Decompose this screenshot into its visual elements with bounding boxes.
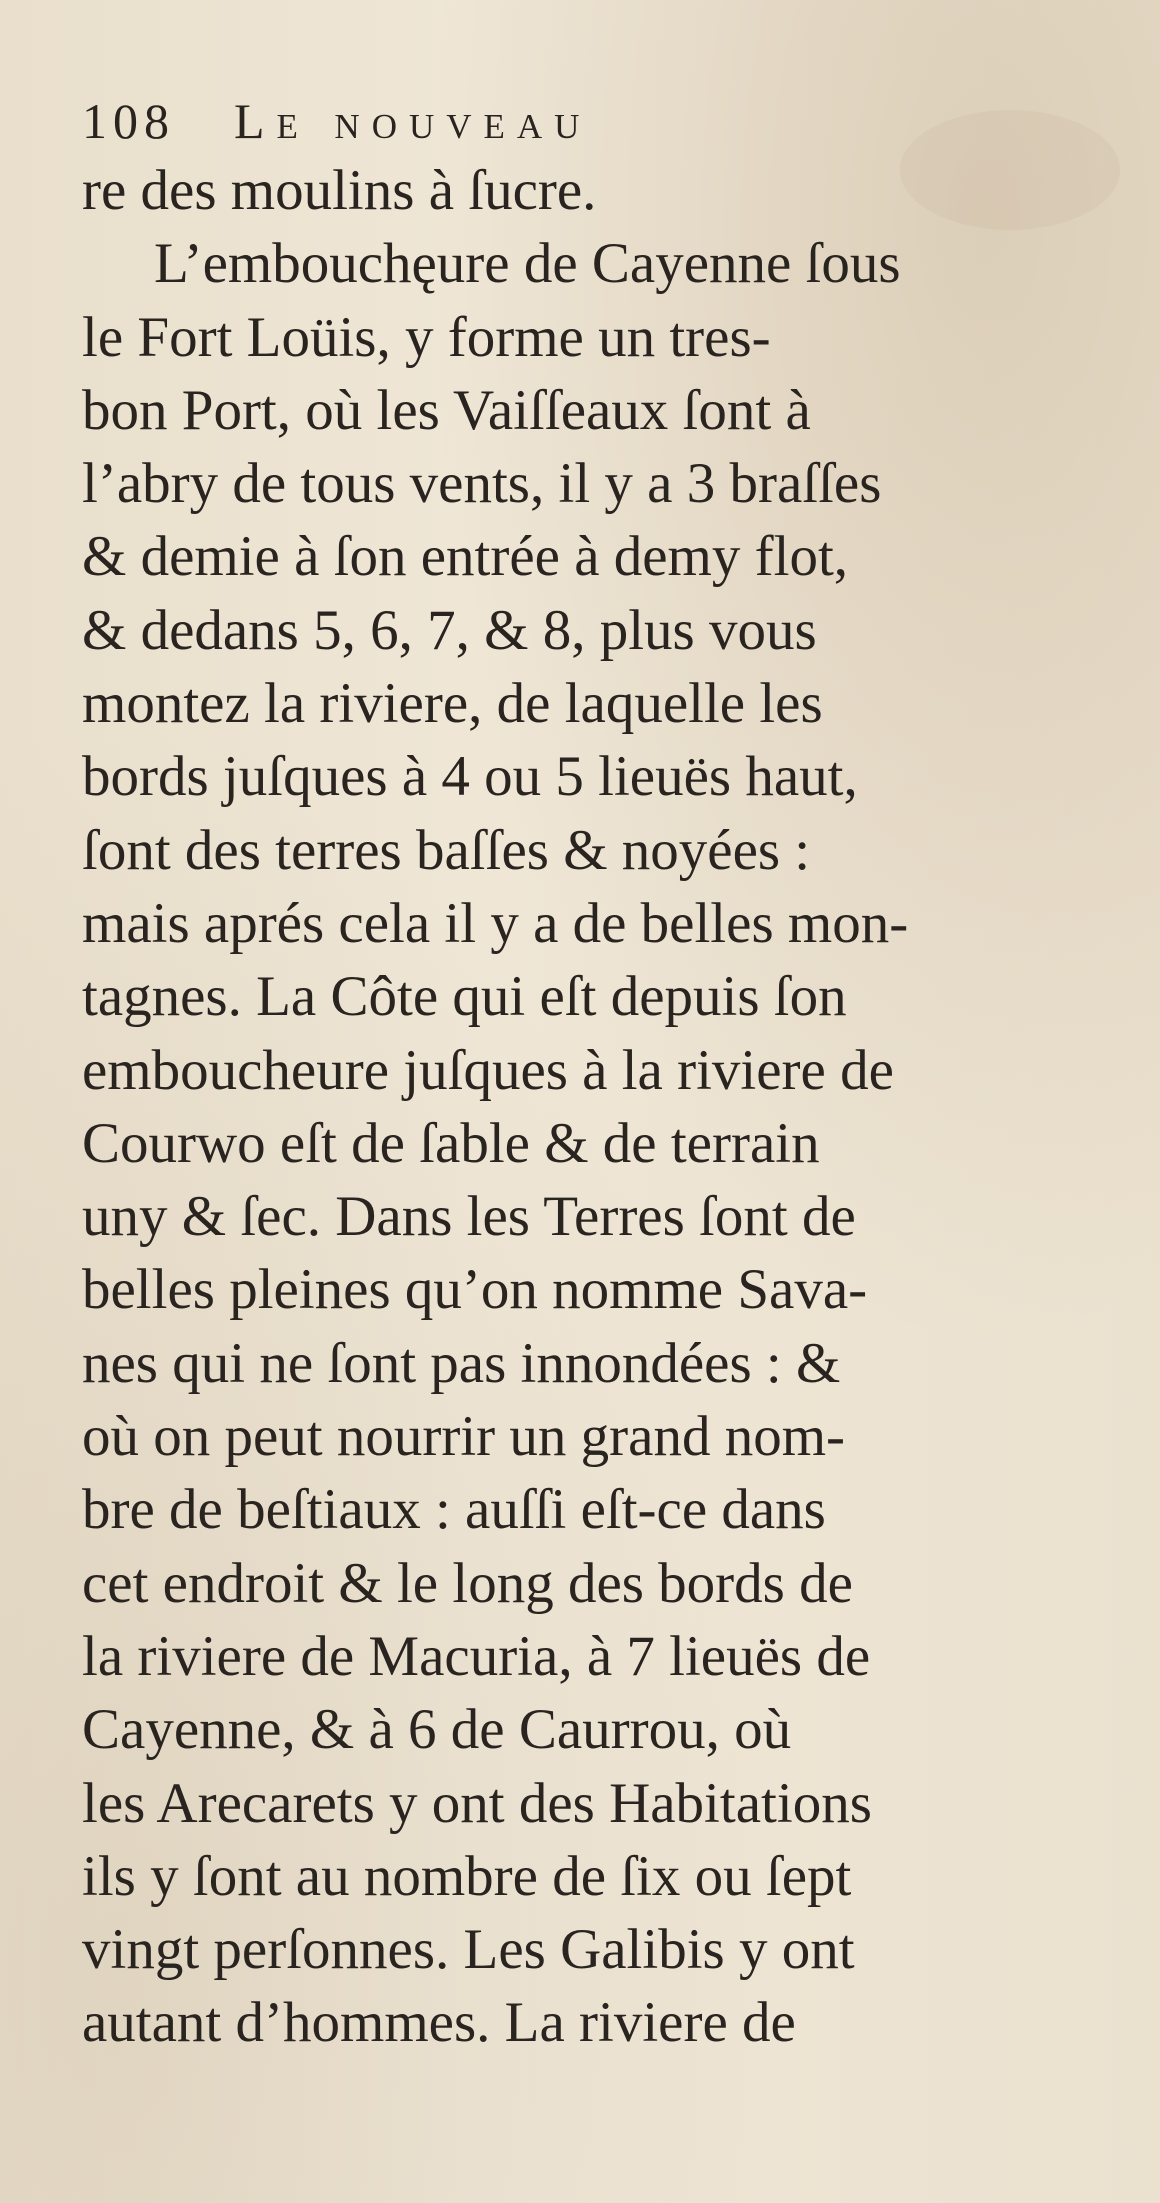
text-line: L’embouchęure de Cayenne ſous [154,232,901,296]
text-line: belles pleines qu’on nomme Sava- [82,1258,868,1322]
text-line: Cayenne, & à 6 de Caurrou, où [82,1698,792,1762]
text-line: re des moulins à ſucre. [82,159,597,222]
page-header [82,92,1122,154]
text-line: cet endroit & le long des bords de [82,1551,853,1615]
text-line: montez la riviere, de laquelle les [82,672,823,736]
text-line: la riviere de Macuria, à 7 lieuës de [82,1624,871,1688]
text-line: tagnes. La Côte qui eſt depuis ſon [82,965,847,1029]
text-line: le Fort Loüis, y forme un tres- [82,305,771,369]
text-line: Courwo eſt de ſable & de terrain [82,1111,820,1175]
text-line: embouchеure juſques à la riviere de [82,1038,894,1102]
text-line: autant d’hommes. La riviere de [82,1991,796,2055]
text-line: nes qui ne ſont pas innondées : & [82,1331,841,1395]
text-line: & demie à ſon entrée à demy flot, [82,525,849,589]
text-line: l’abry de tous vents, il y a 3 braſſes [82,452,882,516]
text-line: vingt perſonnes. Les Galibis y ont [82,1918,855,1982]
running-title: Le nouveau [234,93,592,149]
text-line: où on peut nourrir un grand nom- [82,1405,846,1469]
text-line: mais aprés cela il y a de belles mon- [82,891,909,955]
text-line: les Arecarets y ont des Habitations [82,1771,872,1835]
text-line: bords juſques à 4 ou 5 lieuës haut, [82,745,858,809]
text-line: bon Port, où les Vaiſſeaux ſont à [82,378,811,442]
text-line: ſont des terres baſſes & noyées : [82,818,811,882]
text-line: bre de beſtiaux : auſſi eſt-ce dans [82,1478,826,1542]
text-line: & dedans 5, 6, 7, & 8, plus vous [82,598,817,662]
text-line: uny & ſec. Dans les Terres ſont de [82,1185,856,1249]
text-block [82,92,1122,2060]
text-line: ils y ſont au nombre de ſix ou ſept [82,1844,852,1908]
page-number: 108 [82,93,175,149]
